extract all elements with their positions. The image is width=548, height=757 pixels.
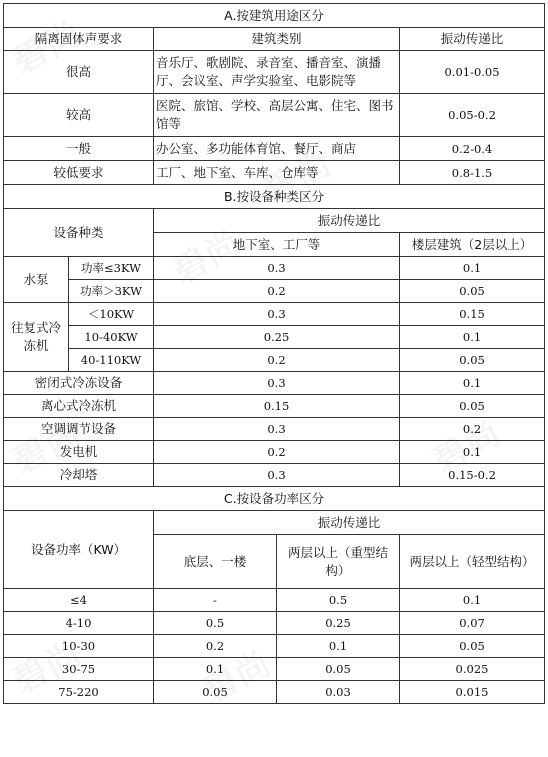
row-ratio-heavy: 0.03 bbox=[277, 681, 400, 704]
row-ratio-basement: 0.3 bbox=[154, 303, 400, 326]
header-equipment-type: 设备种类 bbox=[4, 209, 154, 257]
row-requirement: 较高 bbox=[4, 94, 154, 137]
header-equipment-power: 设备功率（KW） bbox=[4, 511, 154, 589]
row-ratio-light: 0.025 bbox=[400, 658, 545, 681]
header-building-category: 建筑类别 bbox=[154, 28, 400, 51]
row-ratio-basement: 0.3 bbox=[154, 257, 400, 280]
header-heavy-structure: 两层以上（重型结构） bbox=[277, 535, 400, 589]
row-ratio-light: 0.1 bbox=[400, 589, 545, 612]
row-ratio-heavy: 0.05 bbox=[277, 658, 400, 681]
row-category: 办公室、多功能体育馆、餐厅、商店 bbox=[154, 137, 400, 161]
section-b-title: B.按设备种类区分 bbox=[4, 185, 545, 209]
header-upper-floors: 楼层建筑（2层以上） bbox=[400, 233, 545, 257]
row-power: 4-10 bbox=[4, 612, 154, 635]
header-basement-factory: 地下室、工厂等 bbox=[154, 233, 400, 257]
section-c-title: C.按设备功率区分 bbox=[4, 487, 545, 511]
row-ratio-upper: 0.1 bbox=[400, 326, 545, 349]
row-ratio-basement: 0.2 bbox=[154, 280, 400, 303]
row-ratio-heavy: 0.25 bbox=[277, 612, 400, 635]
row-requirement: 很高 bbox=[4, 51, 154, 94]
vibration-transmission-table bbox=[3, 3, 545, 704]
row-ratio-basement: 0.3 bbox=[154, 464, 400, 487]
row-ratio-basement: 0.3 bbox=[154, 418, 400, 441]
row-ratio-basement: 0.3 bbox=[154, 372, 400, 395]
row-ratio-upper: 0.1 bbox=[400, 257, 545, 280]
row-ratio-basement: 0.2 bbox=[154, 441, 400, 464]
row-ratio-basement: 0.25 bbox=[154, 326, 400, 349]
row-subtype: 40-110KW bbox=[69, 349, 154, 372]
row-ratio-ground: - bbox=[154, 589, 277, 612]
group-reciprocating-chiller: 往复式冷冻机 bbox=[4, 303, 69, 372]
row-power: ≤4 bbox=[4, 589, 154, 612]
row-power: 30-75 bbox=[4, 658, 154, 681]
header-light-structure: 两层以上（轻型结构） bbox=[400, 535, 545, 589]
row-ratio-basement: 0.2 bbox=[154, 349, 400, 372]
row-ratio-upper: 0.15 bbox=[400, 303, 545, 326]
row-ratio: 0.8-1.5 bbox=[400, 161, 545, 185]
row-requirement: 较低要求 bbox=[4, 161, 154, 185]
row-ratio-upper: 0.1 bbox=[400, 441, 545, 464]
header-isolation-requirement: 隔离固体声要求 bbox=[4, 28, 154, 51]
row-ratio-upper: 0.05 bbox=[400, 280, 545, 303]
row-ratio-upper: 0.05 bbox=[400, 395, 545, 418]
row-ratio-light: 0.07 bbox=[400, 612, 545, 635]
row-subtype: 功率≤3KW bbox=[69, 257, 154, 280]
row-ratio: 0.05-0.2 bbox=[400, 94, 545, 137]
header-transmission-ratio: 振动传递比 bbox=[154, 209, 545, 233]
row-ratio: 0.01-0.05 bbox=[400, 51, 545, 94]
row-power: 75-220 bbox=[4, 681, 154, 704]
row-ratio-light: 0.05 bbox=[400, 635, 545, 658]
section-a-title: A.按建筑用途区分 bbox=[4, 4, 545, 28]
row-equipment-name: 冷却塔 bbox=[4, 464, 154, 487]
row-equipment-name: 发电机 bbox=[4, 441, 154, 464]
row-equipment-name: 空调调节设备 bbox=[4, 418, 154, 441]
row-ratio-ground: 0.2 bbox=[154, 635, 277, 658]
row-subtype: 功率＞3KW bbox=[69, 280, 154, 303]
row-subtype: ＜10KW bbox=[69, 303, 154, 326]
row-equipment-name: 密闭式冷冻设备 bbox=[4, 372, 154, 395]
row-ratio-upper: 0.15-0.2 bbox=[400, 464, 545, 487]
row-ratio-ground: 0.5 bbox=[154, 612, 277, 635]
row-ratio-light: 0.015 bbox=[400, 681, 545, 704]
row-ratio-ground: 0.1 bbox=[154, 658, 277, 681]
row-category: 音乐厅、歌剧院、录音室、播音室、演播厅、会议室、声学实验室、电影院等 bbox=[154, 51, 400, 94]
row-ratio-upper: 0.1 bbox=[400, 372, 545, 395]
header-transmission-ratio: 振动传递比 bbox=[154, 511, 545, 535]
row-requirement: 一般 bbox=[4, 137, 154, 161]
row-category: 工厂、地下室、车库、仓库等 bbox=[154, 161, 400, 185]
row-equipment-name: 离心式冷冻机 bbox=[4, 395, 154, 418]
row-ratio-basement: 0.15 bbox=[154, 395, 400, 418]
row-ratio-upper: 0.05 bbox=[400, 349, 545, 372]
header-transmission-ratio: 振动传递比 bbox=[400, 28, 545, 51]
group-water-pump: 水泵 bbox=[4, 257, 69, 303]
row-ratio-heavy: 0.1 bbox=[277, 635, 400, 658]
row-ratio-heavy: 0.5 bbox=[277, 589, 400, 612]
header-ground-floor: 底层、一楼 bbox=[154, 535, 277, 589]
row-category: 医院、旅馆、学校、高层公寓、住宅、图书馆等 bbox=[154, 94, 400, 137]
row-power: 10-30 bbox=[4, 635, 154, 658]
row-subtype: 10-40KW bbox=[69, 326, 154, 349]
row-ratio-ground: 0.05 bbox=[154, 681, 277, 704]
row-ratio-upper: 0.2 bbox=[400, 418, 545, 441]
row-ratio: 0.2-0.4 bbox=[400, 137, 545, 161]
